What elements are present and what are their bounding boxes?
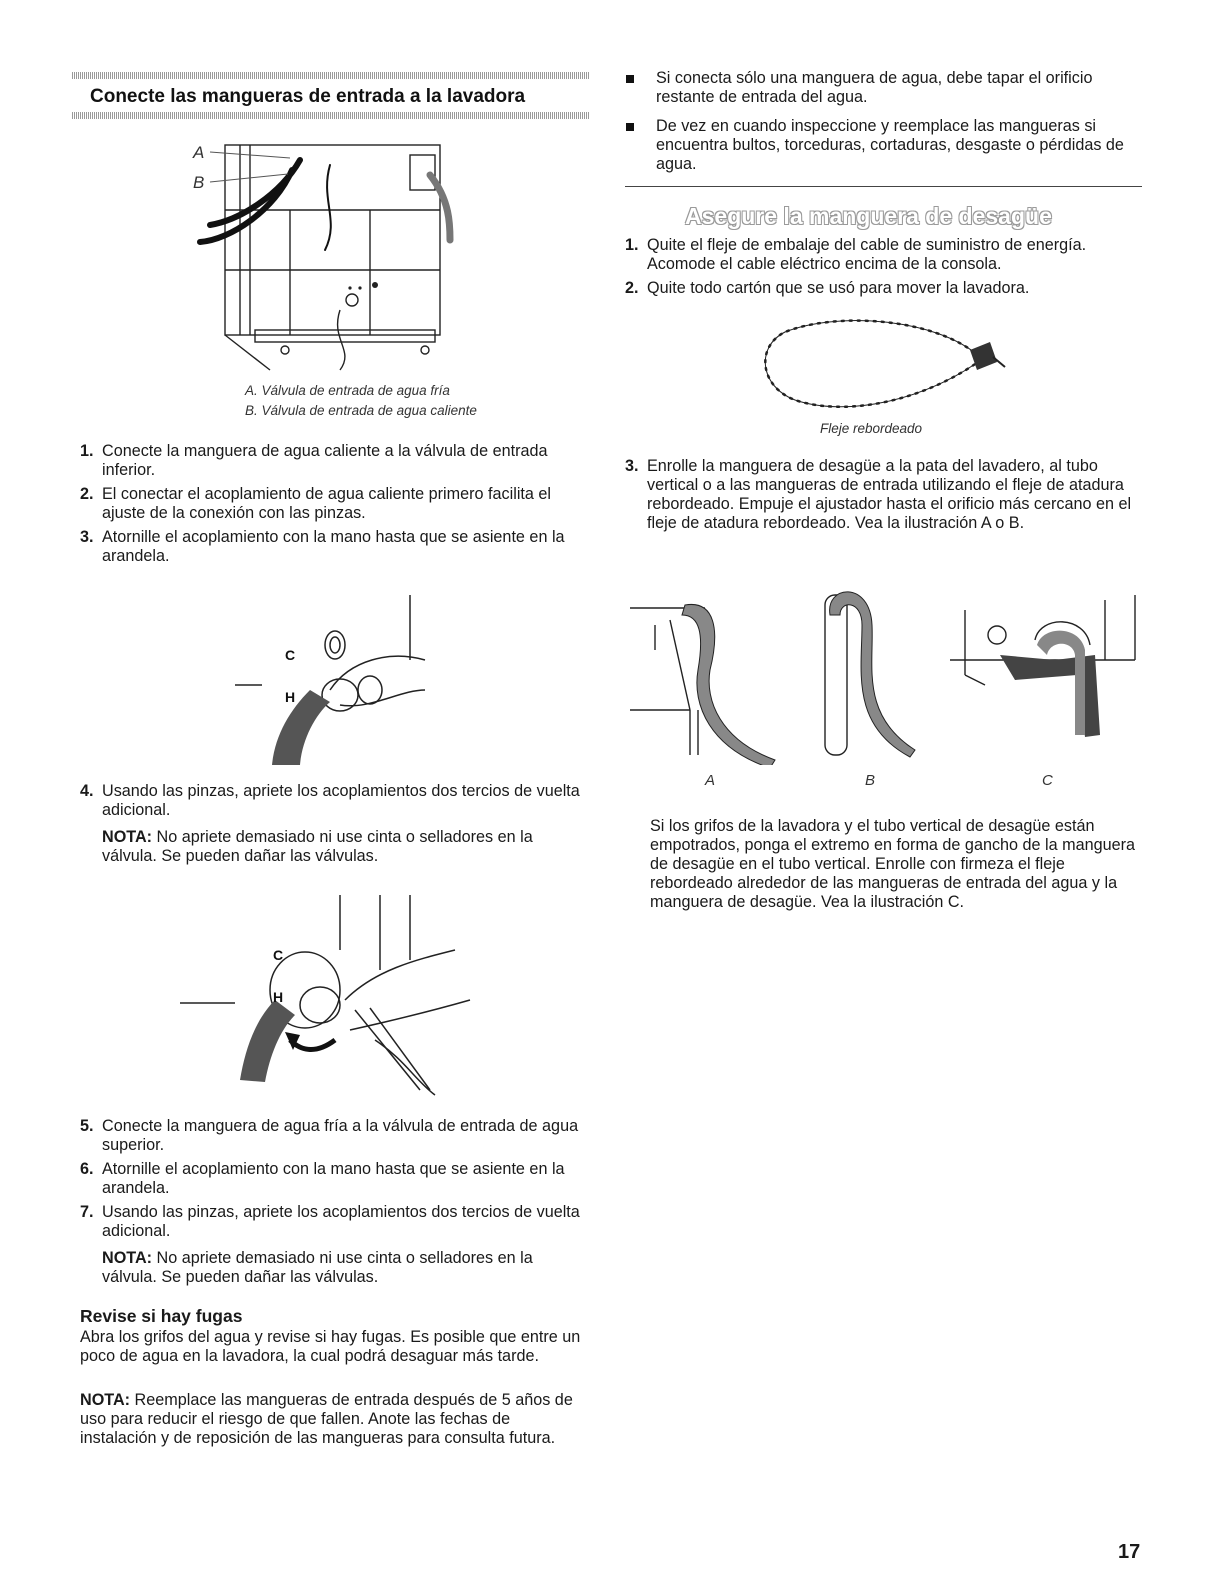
drain-illustration-a [630,590,790,765]
step-2: 2. El conectar el acoplamiento de agua caliente primero facilita el ajuste de la conexión con las pinzas. [80,485,552,522]
drain-step-3: 3. Enrolle la manguera de desagüe a la pata del lavadero, al tubo vertical o a las mangueras de entrada utilizando el fleje de atadura rebordeado. Empuje el ajustador hasta el orificio más cercano en el fleje de atadura rebordeado. Vea la ilustración A o B. [625,457,1132,532]
section-title-drain-hose: Asegure la manguera de desagüe [685,203,1052,229]
title-rule-bottom [72,112,590,119]
pliers-tightening-illustration [175,890,485,1100]
step-4: 4. Usando las pinzas, apriete los acoplamientos dos tercios de vuelta adicional. NOTA: No apriete demasiado ni use cinta o selladores en la válvula. Se pueden dañar las válvulas. [80,782,580,865]
section-divider [625,186,1142,187]
strap-caption: Fleje rebordeado [820,421,923,436]
step-1: 1. Conecte la manguera de agua caliente a la válvula de entrada inferior. [80,442,548,479]
svg-text:H: H [273,989,284,1005]
drain-label-c: C [1042,772,1053,789]
beaded-strap-illustration [755,312,1015,417]
drain-illustration-c [945,595,1140,745]
step-3: 3. Atornille el acoplamiento con la mano hasta que se asiente en la arandela. [80,528,565,565]
step-5: 5. Conecte la manguera de agua fría a la válvula de entrada de agua superior. [80,1117,579,1154]
drain-label-b: B [865,772,876,789]
drain-illustration-b [810,585,930,765]
page-number: 17 [1118,1541,1141,1563]
washer-back-illustration [180,140,480,375]
step-6: 6. Atornille el acoplamiento con la mano hasta que se asiente en la arandela. [80,1160,565,1197]
fig1-label-b: B [193,173,205,192]
drain-label-a: A [705,772,716,789]
section-title-inlet-hoses: Conecte las mangueras de entrada a la lavadora [90,86,526,107]
hand-coupling-illustration [230,590,450,770]
step-7: 7. Usando las pinzas, apriete los acoplamientos dos tercios de vuelta adicional. NOTA: No apriete demasiado ni use cinta o selladores en la válvula. Se pueden dañar las válvulas. [80,1203,580,1286]
svg-text:C: C [273,947,284,963]
leak-check-note: NOTA: Reemplace las mangueras de entrada después de 5 años de uso para reducir el riesgo de que fallen. Anote las fechas de instalación y de reposición de las mangueras para consulta futura. [80,1391,573,1447]
leak-check-text: Abra los grifos del agua y revise si hay fugas. Es posible que entre un poco de agua en la lavadora, la cual podrá desaguar más tarde. [80,1328,581,1365]
drain-step-1: 1. Quite el fleje de embalaje del cable de suministro de energía. Acomode el cable eléctrico encima de la consola. [625,236,1087,273]
fig1-caption-b: B. Válvula de entrada de agua caliente [245,403,477,418]
drain-step-2: 2. Quite todo cartón que se usó para mover la lavadora. [625,279,1030,297]
drain-final-text: Si los grifos de la lavadora y el tubo vertical de desagüe están empotrados, ponga el extremo en forma de gancho de la manguera de desagüe en el tubo vertical. Enrolle con firmeza el fleje rebordeado alrededor de las mangueras de entrada del agua y la manguera de desagüe. Vea la ilustración C. [650,817,1136,911]
bullet-inspect-hoses: De vez en cuando inspeccione y reemplace las mangueras si encuentra bultos, torceduras, cortaduras, desgaste o pérdidas de agua. [622,117,1142,174]
svg-text:C: C [285,647,296,663]
svg-text:H: H [285,689,296,705]
bullet-single-hose: Si conecta sólo una manguera de agua, debe tapar el orificio restante de entrada del agua. [622,69,1142,107]
fig1-caption-a: A. Válvula de entrada de agua fría [245,383,450,398]
fig1-label-a: A [193,143,205,162]
title-rule-top [72,72,590,79]
leak-check-heading: Revise si hay fugas [80,1306,243,1326]
